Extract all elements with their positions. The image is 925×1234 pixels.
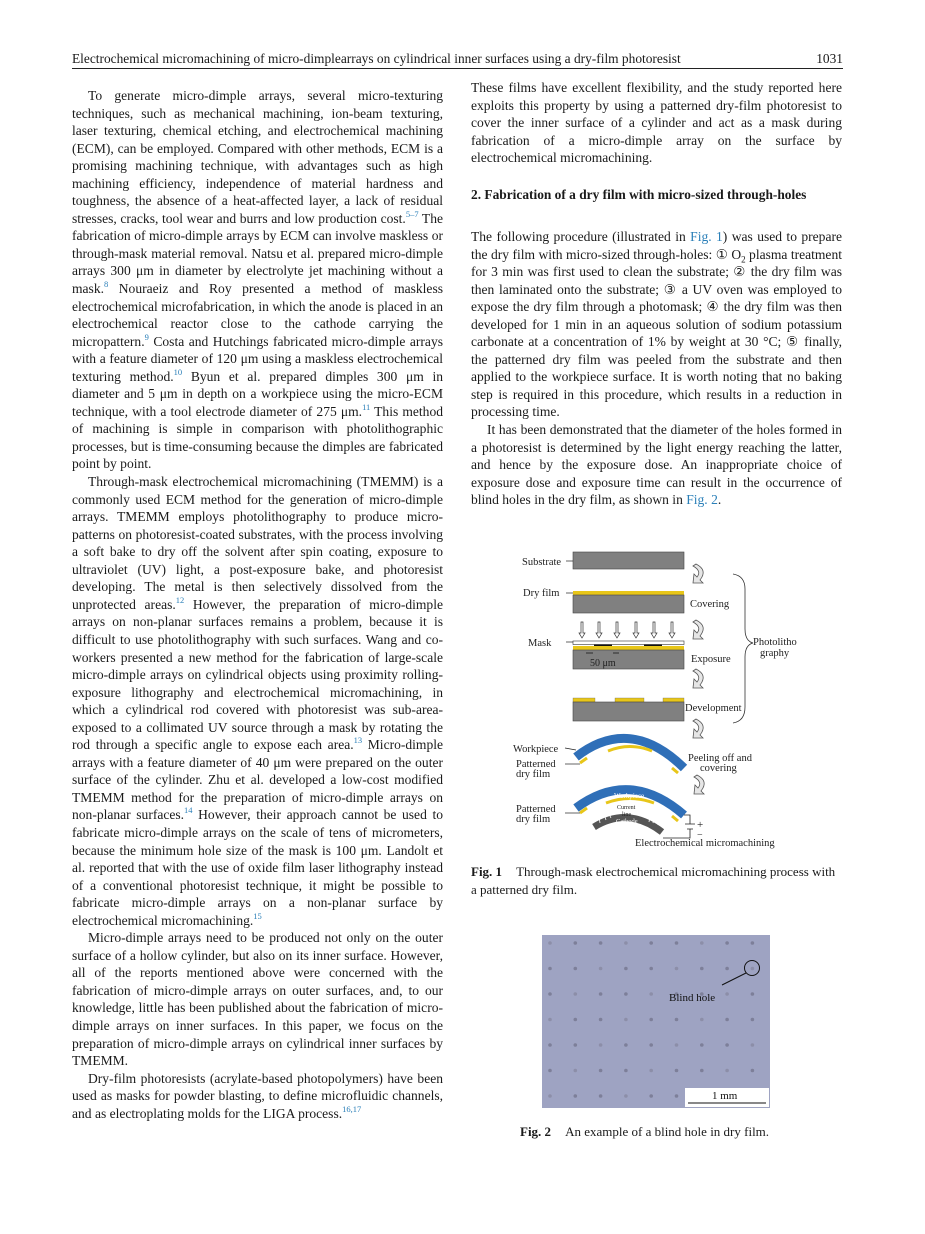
svg-text:dry film: dry film <box>516 814 551 825</box>
label-patterned-dry-film: Patterned <box>516 759 556 770</box>
text-run: However, the preparation of micro-dimple arrays on non-planar surfaces remains a problem, because it is difficult to use photolithography with such surfaces. Wang and co-workers presented a new method for the fabrication of large-scale micro-dimple arrays on cylindrical objects using proximity rolling-exposure lithography and electrochemical micromachining, in which a cylindrical rod covered with photoresist was sub-area-exposed to a collimated UV source through a mask by rotating the rod through a specific angle to expose each area. <box>72 596 443 753</box>
citation-link[interactable]: 12 <box>175 594 185 605</box>
svg-text:−: − <box>697 830 703 841</box>
citation-link[interactable]: 11 <box>362 401 371 412</box>
label-exposure: Exposure <box>691 654 731 665</box>
dry-film-layer <box>573 591 684 595</box>
text-run: Nouraeiz and Roy presented a method of maskless electrochemical microfabrication, in which the anode is placed in an electrochemical reactor close to the cathode carrying the micropattern. <box>72 281 443 349</box>
citation-link[interactable]: 15 <box>253 910 262 921</box>
running-title: Electrochemical micromachining of micro-dimplearrays on cylindrical inner surfaces using a dry-film photoresist <box>72 51 681 66</box>
paragraph <box>471 79 842 167</box>
text-run: ) was used to prepare the dry film with micro-sized through-holes: ① O <box>471 229 842 262</box>
citation-link[interactable]: 16,17 <box>342 1103 362 1114</box>
paragraph <box>72 929 443 1069</box>
label-workpiece: Workpiece <box>513 744 559 755</box>
subscript: 2 <box>741 254 746 265</box>
text-run: Dry-film photoresists (acrylate-based photopolymers) have been used as masks for powder blasting, to define microfluidic channels, and as electroplating molds for the LIGA process. <box>72 1070 443 1121</box>
workpiece-arc <box>576 738 684 768</box>
label-dry-film: Dry film <box>523 588 560 599</box>
text-run: Micro-dimple arrays with a feature diameter of 40 μm were prepared on the outer surface of the cylinder. Zhu et al. developed a low-cost modified TMEMM method for the preparation of micro-dimple arrays on non-planar surfaces. <box>72 737 443 823</box>
developed-substrate <box>573 702 684 721</box>
citation-link[interactable]: 9 <box>144 331 149 342</box>
paragraph <box>72 473 443 929</box>
label-50um: 50 μm <box>590 658 616 669</box>
figure-link[interactable]: Fig. 2 <box>686 492 718 508</box>
paragraph <box>72 87 443 473</box>
figure-1-caption-text: Through-mask electrochemical micromachining process with a patterned dry film. <box>471 864 836 897</box>
figure-1-caption <box>471 863 843 898</box>
citation-link[interactable]: 13 <box>353 735 363 746</box>
label-peeling: Peeling off and <box>688 753 752 764</box>
text-run: Costa and Hutchings fabricated micro-dimple arrays with a feature diameter of 120 μm using a maskless electrochemical texturing method. <box>72 333 443 384</box>
label-photolitho: Photolitho <box>753 637 797 648</box>
svg-text:line: line <box>622 812 631 818</box>
figure-2-photo <box>542 935 770 1108</box>
svg-text:dry film: dry film <box>516 769 551 780</box>
figure-2-caption-text: An example of a blind hole in dry film. <box>565 1124 770 1139</box>
label-development: Development <box>685 703 742 714</box>
paragraph <box>72 1070 443 1123</box>
brace <box>733 574 753 723</box>
text-run: Through-mask electrochemical micromachining (TMEMM) is a commonly used ECM method for the generation of micro-dimple arrays. TMEMM employs photolithography to produce micro-patterns on photoresist-coated substrates, with the process involving a soft bake to dry off the solvent after spin coating, exposure to ultraviolet (UV) light, a post-exposure bake, and photoresist developing. The metal is then selectively dissolved from the unprotected areas. <box>72 474 443 612</box>
citation-link[interactable]: 8 <box>103 279 109 290</box>
label-substrate: Substrate <box>522 557 562 568</box>
figure-1-diagram <box>500 545 800 855</box>
uv-arrows <box>579 622 675 638</box>
text-run: To generate micro-dimple arrays, several micro-texturing techniques, such as mechanical machining, ion-beam texturing, laser texturing, chemical etching, and electrochemical machining (ECM), can be employed. Compared with other methods, ECM is a promising machining technique, with advantages such as high machining efficiency, independence of material hardness and toughness, the absence of a heat-affected layer, a lack of residual stresses, cracks, tool wear and burrs and low production cost. <box>72 88 443 226</box>
text-run: Byun et al. prepared dimples 300 μm in diameter and 5 μm in depth on a workpiece using the micro-ECM technique, with a tool electrode diameter of 275 μm. <box>72 368 443 419</box>
substrate-block <box>573 552 684 569</box>
figure-2-caption <box>520 1123 769 1141</box>
mask <box>573 641 684 645</box>
svg-text:Current: Current <box>617 805 636 811</box>
figure-1-label: Fig. 1 <box>471 864 503 879</box>
citation-link[interactable]: 14 <box>184 805 193 816</box>
label-covering: Covering <box>690 599 730 610</box>
text-run: The following procedure (illustrated in <box>471 229 691 244</box>
citation-link[interactable]: 10 <box>173 366 183 377</box>
svg-text:+: + <box>697 819 704 831</box>
text-run: These films have excellent flexibility, and the study reported here exploits this property by using a patterned dry-film photoresist to cover the inner surface of a cylinder and act as a mask during fabrication of a micro-dimple array on the surface by electrochemical micromachining. <box>471 80 842 166</box>
text-run: plasma treatment for 3 min was first used to clean the substrate; ② the dry film was then laminated onto the substrate; ③ a UV oven was employed to expose the dry film through a photomask; ④ the dry film was then developed for 1 min in an aqueous solution of sodium potassium carbonate at a concentration of 1% by weight at 30 °C; ⑤ finally, the patterned dry film was peeled from the substrate and then applied to the workpiece surface. It is worth noting that no baking step is required in this procedure, which results in a reduction in processing time. <box>471 246 842 420</box>
right-column-intro <box>471 79 842 167</box>
page-number: 1031 <box>816 51 843 66</box>
citation-link[interactable]: 5–7 <box>405 208 419 219</box>
text-run: However, their approach cannot be used to fabricate micro-dimple arrays on the scale of tens of micrometers, because the minimum hole size of the mask is 100 μm. Landolt et al. reported that with the use of oxide film laser lithography instead of a conventional photoresist technique, it might be possible to fabricate micro-dimple arrays on a non-planar surface by electrochemical micromachining. <box>72 807 443 928</box>
text-run: It has been demonstrated that the diameter of the holes formed in a photoresist is determined by the light energy reaching the latter, and hence by the exposure dose. An inappropriate choice of exposure dose and exposure time can result in the occurrence of blind holes in the dry film, as shown in <box>471 422 842 508</box>
svg-text:graphy: graphy <box>760 648 790 659</box>
paragraph <box>471 228 842 421</box>
text-run: Micro-dimple arrays need to be produced not only on the outer surface of a hollow cylinder, but also on its inner surface. However, all of the reports mentioned above were concerned with the fabrication of micro-dimple arrays on outer surfaces, and, to our knowledge, little has been published about the fabrication of micro-dimple arrays on inner surfaces. In this paper, we focus on the preparation of micro-dimple arrays on cylindrical inner surfaces by TMEMM. <box>72 930 443 1069</box>
text-run: The fabrication of micro-dimple arrays by ECM can involve maskless or through-mask material removal. Natsu et al. prepared micro-dimple arrays 300 μm in diameter by electrolyte jet machining without a mask. <box>72 210 443 297</box>
label-ecm: Electrochemical micromachining <box>635 838 775 849</box>
figure-link[interactable]: Fig. 1 <box>690 229 723 244</box>
svg-text:Workpiece: Workpiece <box>614 792 645 800</box>
svg-text:Patterned: Patterned <box>516 804 556 815</box>
blind-hole-label: Blind hole <box>669 992 716 1004</box>
svg-text:Cathode: Cathode <box>616 818 638 825</box>
scale-bar-label: 1 mm <box>712 1090 738 1102</box>
figure-2-label: Fig. 2 <box>520 1124 552 1139</box>
svg-text:covering: covering <box>700 763 737 774</box>
label-mask: Mask <box>528 638 552 649</box>
text-run: . <box>717 492 722 508</box>
paragraph <box>471 421 842 509</box>
running-header <box>72 50 843 69</box>
text-run: This method of machining is simple in comparison with photolithographic processes, but is time-consuming because the dimples are fabricated point by point. <box>72 403 443 472</box>
left-column <box>72 87 443 1122</box>
blind-hole-marker <box>745 961 760 976</box>
section-2-body <box>471 228 842 509</box>
section-heading: 2. Fabrication of a dry film with micro-sized through-holes <box>471 187 807 202</box>
